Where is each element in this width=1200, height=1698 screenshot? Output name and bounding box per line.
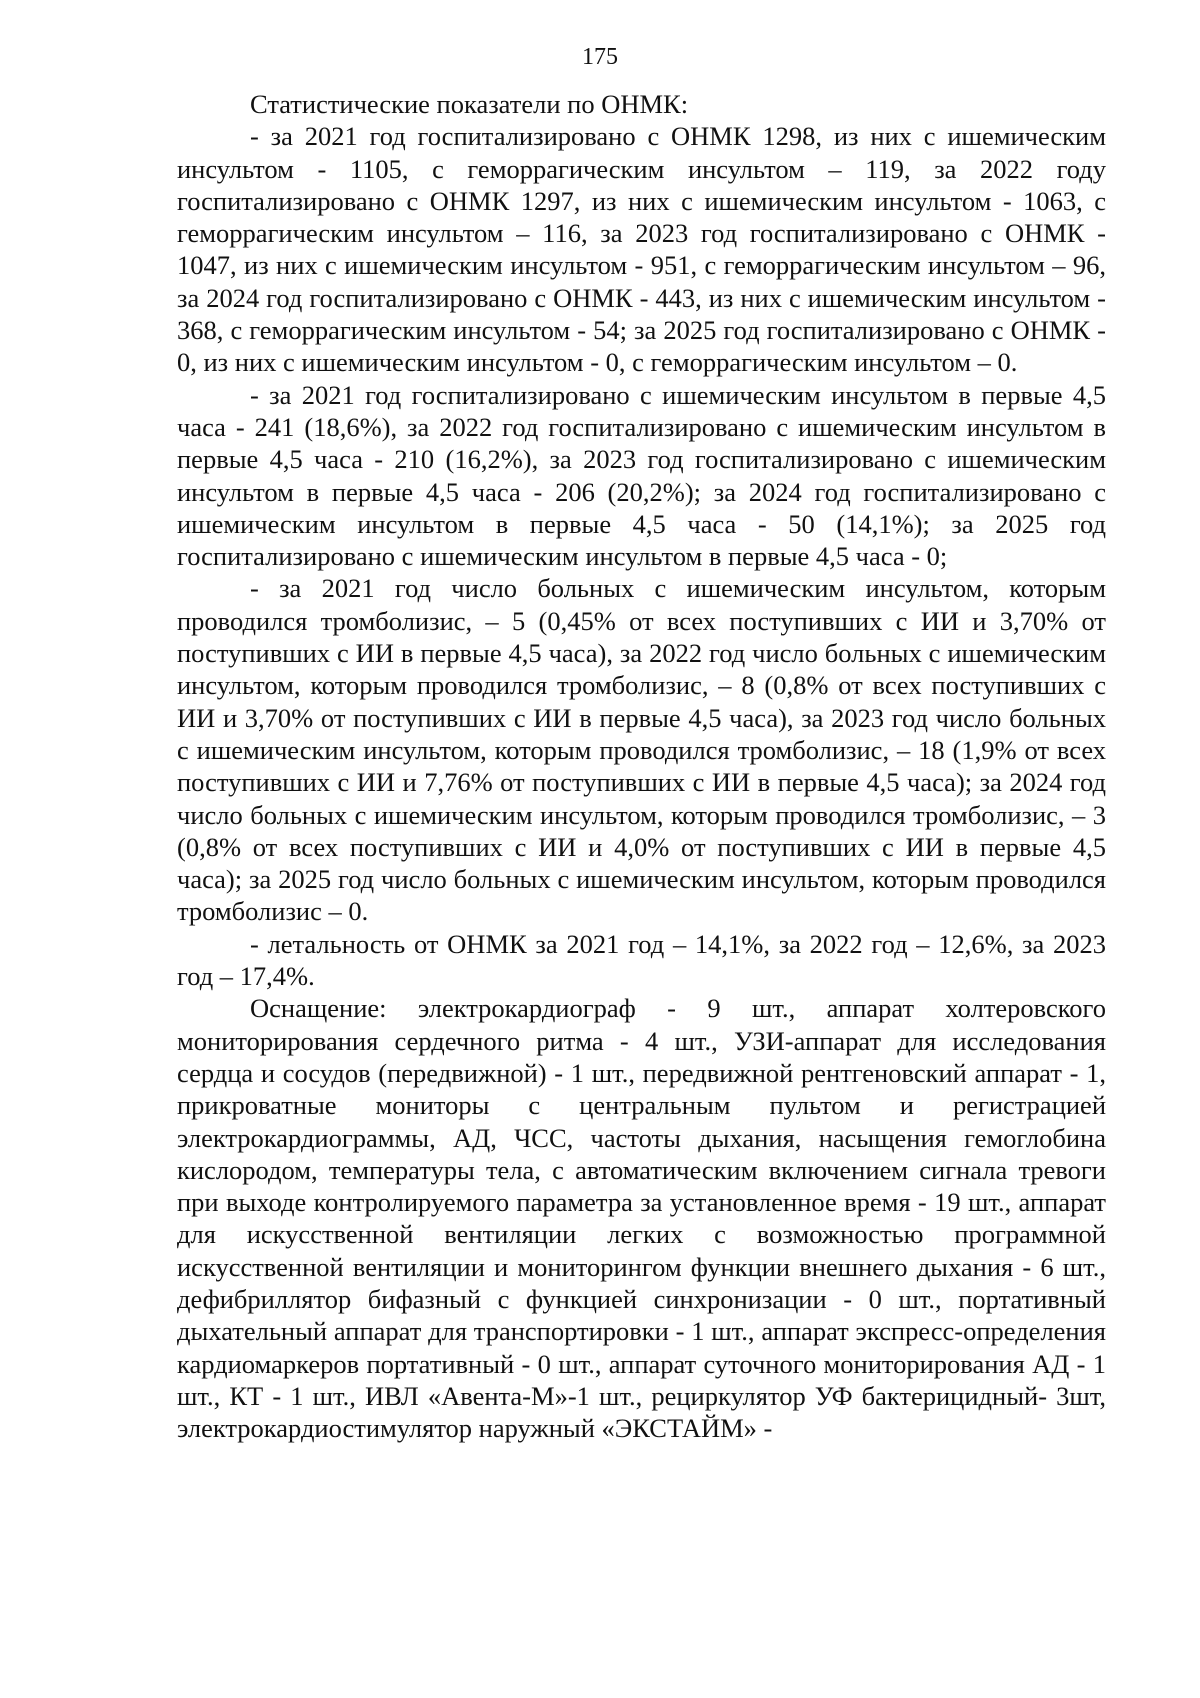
paragraph-thrombolysis-stats: - за 2021 год число больных с ишемическим инсультом, которым проводился тромболизис, – 5 (0,45% от всех поступивших с ИИ и 3,70% от поступивших с ИИ в первые 4,5 часа), за 2022 год число больных с ишемическим инсультом, которым проводился тромболизис, – 8 (0,8% от всех поступивших с ИИ и 3,70% от поступивших с ИИ в первые 4,5 часа), за 2023 год число больных с ишемическим инсультом, которым проводился тромболизис, – 18 (1,9% от всех поступивших с ИИ и 7,76% от поступивших с ИИ в первые 4,5 часа); за 2024 год число больных с ишемическим инсультом, которым проводился тромболизис, – 3 (0,8% от всех поступивших с ИИ и 4,0% от поступивших с ИИ в первые 4,5 часа); за 2025 год число больных с ишемическим инсультом, которым проводился тромболизис – 0.: [177, 573, 1106, 927]
document-body: [177, 88, 1106, 1444]
paragraph-first-hours-stats: - за 2021 год госпитализировано с ишемическим инсультом в первые 4,5 часа - 241 (18,6%), за 2022 год госпитализировано с ишемическим инсультом в первые 4,5 часа - 210 (16,2%), за 2023 год госпитализировано с ишемическим инсультом в первые 4,5 часа - 206 (20,2%); за 2024 год госпитализировано с ишемическим инсультом в первые 4,5 часа - 50 (14,1%); за 2025 год госпитализировано с ишемическим инсультом в первые 4,5 часа - 0;: [177, 379, 1106, 572]
section-heading: Статистические показатели по ОНМК:: [250, 89, 689, 119]
paragraph-mortality-stats: - летальность от ОНМК за 2021 год – 14,1%, за 2022 год – 12,6%, за 2023 год – 17,4%.: [177, 928, 1106, 992]
page-number: 175: [582, 44, 618, 70]
paragraph-hospitalization-stats: - за 2021 год госпитализировано с ОНМК 1298, из них с ишемическим инсультом - 1105, с геморрагическим инсультом – 119, за 2022 году госпитализировано с ОНМК 1297, из них с ишемическим инсультом - 1063, с геморрагическим инсультом – 116, за 2023 год госпитализировано с ОНМК - 1047, из них с ишемическим инсультом - 951, с геморрагическим инсультом – 96, за 2024 год госпитализировано с ОНМК - 443, из них с ишемическим инсультом - 368, с геморрагическим инсультом - 54; за 2025 год госпитализировано с ОНМК - 0, из них с ишемическим инсультом - 0, с геморрагическим инсультом – 0.: [177, 121, 1106, 378]
paragraph-equipment: Оснащение: электрокардиограф - 9 шт., аппарат холтеровского мониторирования сердечного ритма - 4 шт., УЗИ-аппарат для исследования сердца и сосудов (передвижной) - 1 шт., передвижной рентгеновский аппарат - 1, прикроватные мониторы с центральным пультом и регистрацией электрокардиограммы, АД, ЧСС, частоты дыхания, насыщения гемоглобина кислородом, температуры тела, с автоматическим включением сигнала тревоги при выходе контролируемого параметра за установленное время - 19 шт., аппарат для искусственной вентиляции легких с возможностью программной искусственной вентиляции и мониторингом функции внешнего дыхания - 6 шт., дефибриллятор бифазный с функцией синхронизации - 0 шт., портативный дыхательный аппарат для транспортировки - 1 шт., аппарат экспресс-определения кардиомаркеров портативный - 0 шт., аппарат суточного мониторирования АД - 1 шт., КТ - 1 шт., ИВЛ «Авента-М»-1 шт., рециркулятор УФ бактерицидный- 3шт, электрокардиостимулятор наружный «ЭКСТАЙМ» -: [177, 993, 1106, 1444]
